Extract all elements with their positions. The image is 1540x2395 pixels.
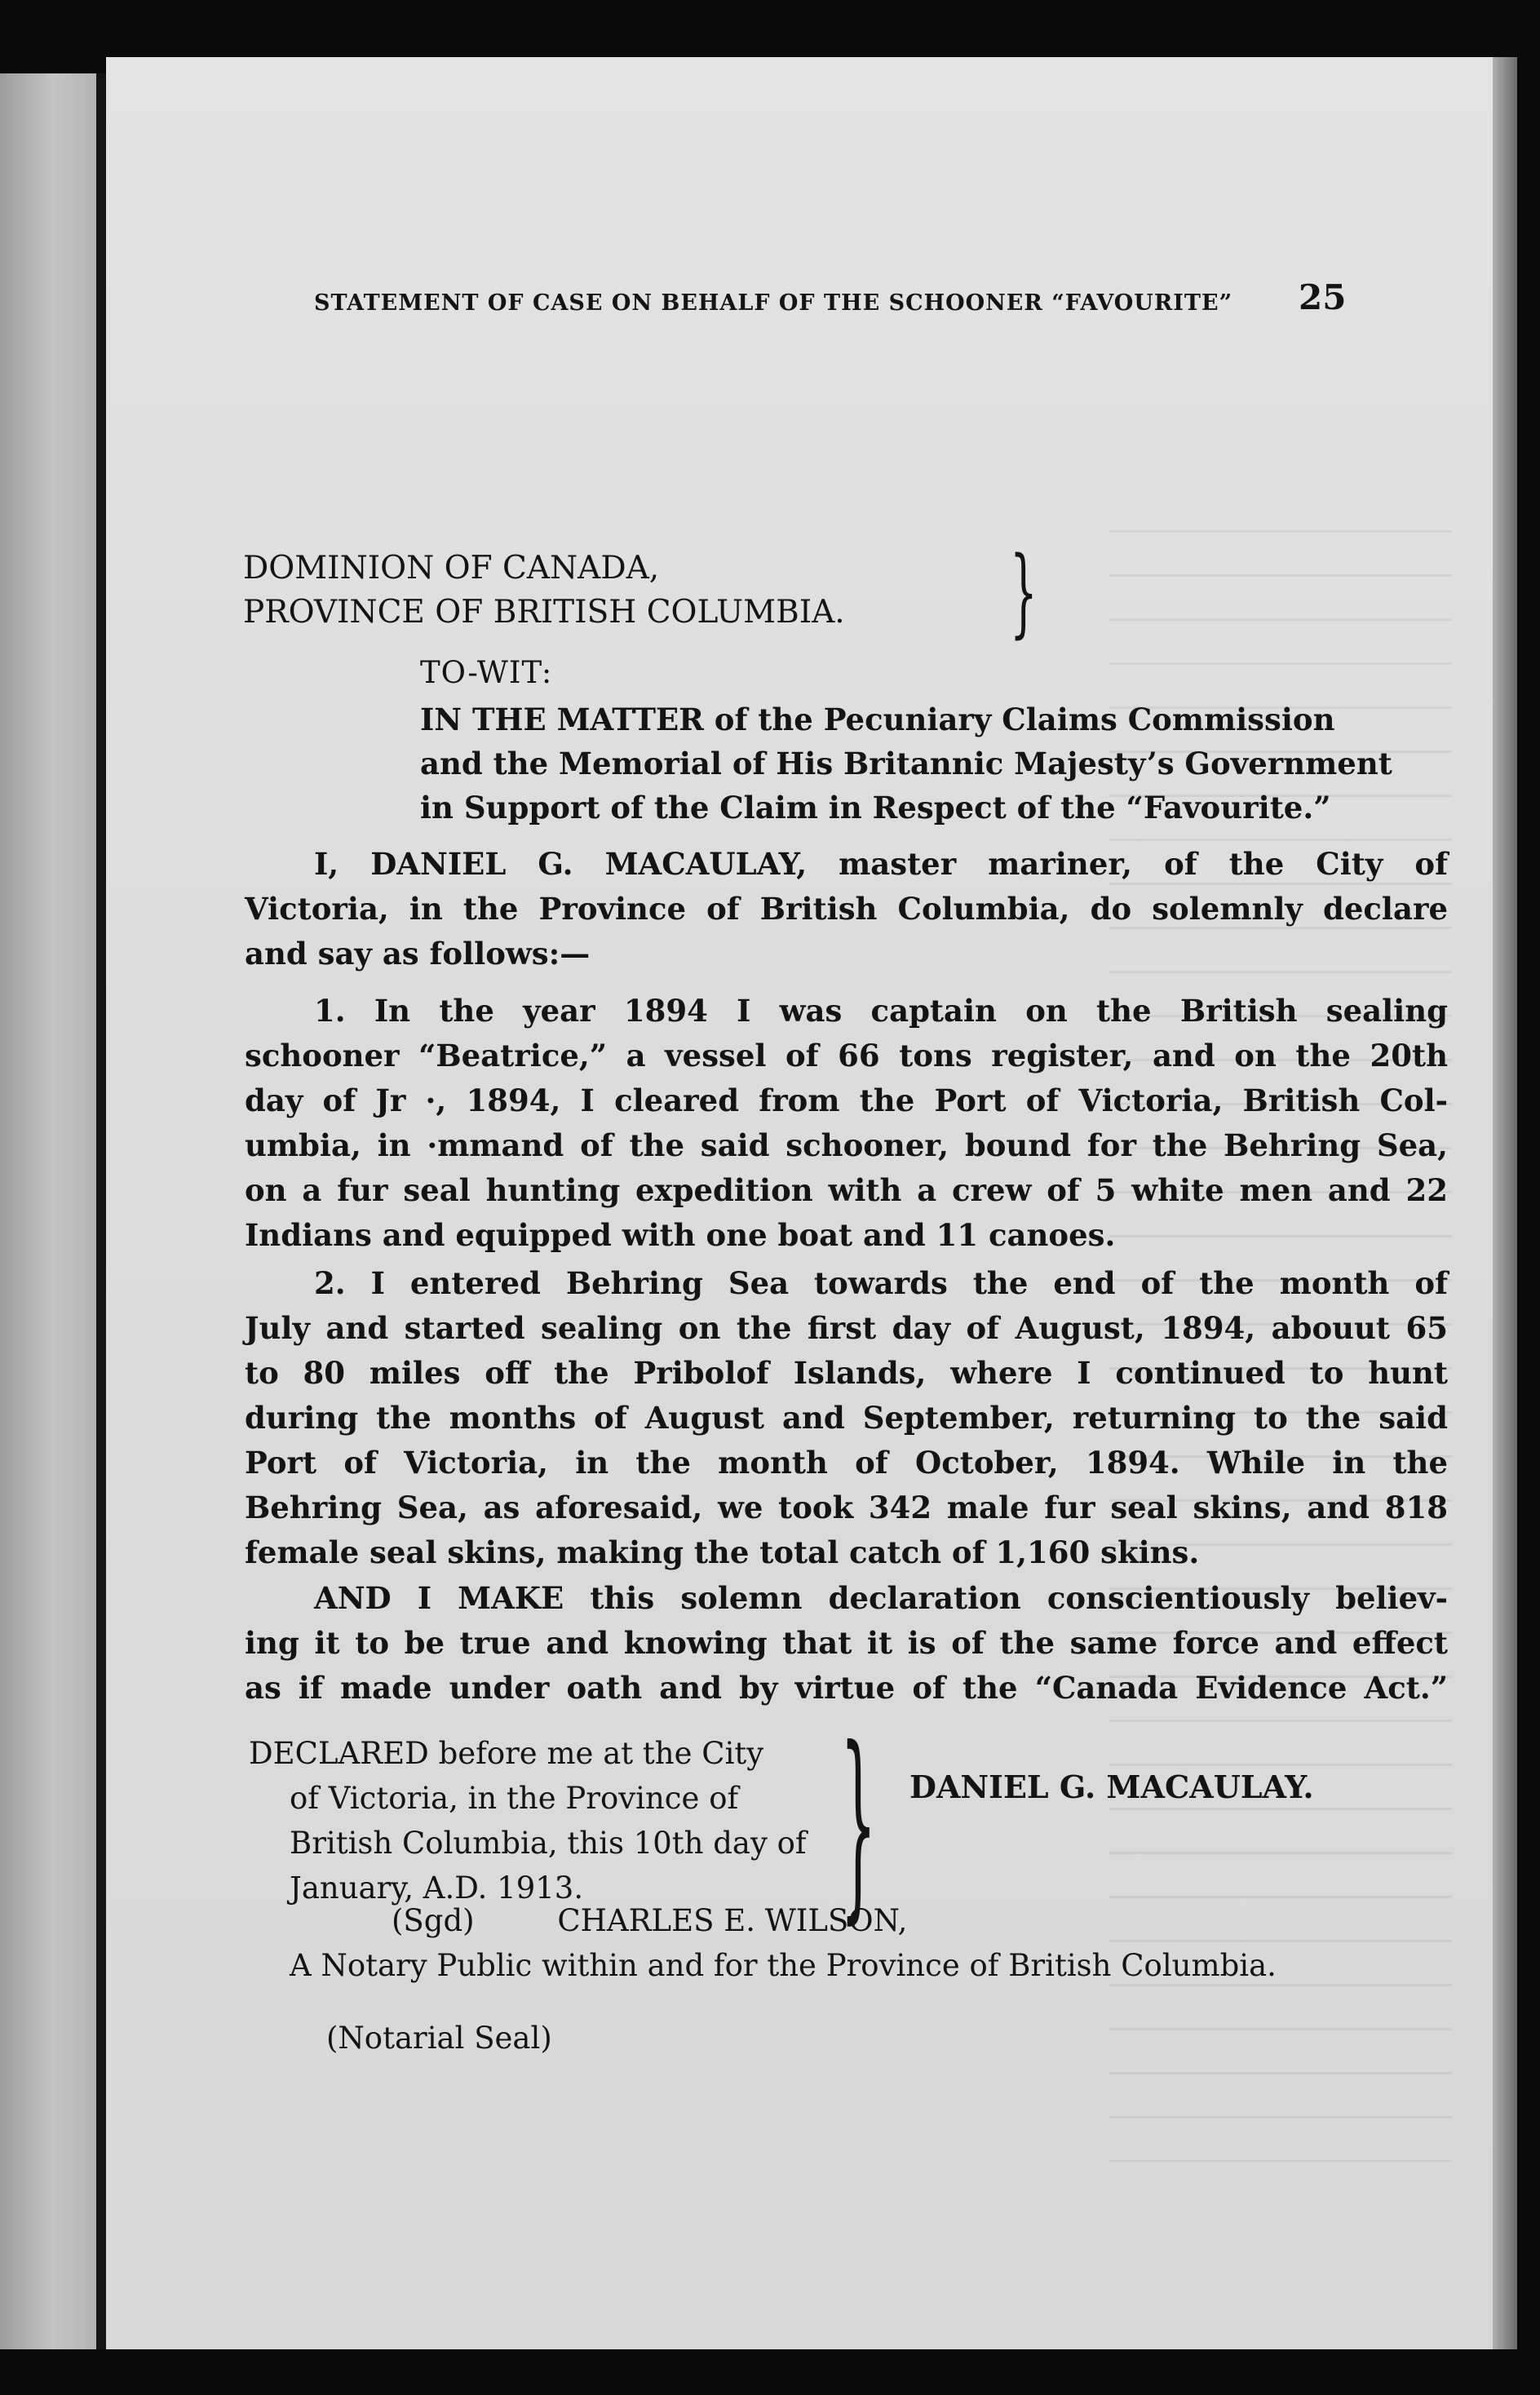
page-number: 25: [1299, 277, 1347, 317]
paragraph-line: 2. I entered Behring Sea towards the end of the month of: [314, 1265, 1448, 1301]
solemn-declaration-paragraph: [245, 1576, 1448, 1711]
venue-brace: }: [1010, 535, 1038, 648]
notary-signature: [392, 1903, 907, 1938]
paragraph-line: Indians and equipped with one boat and 11 canoes.: [245, 1217, 1116, 1253]
paragraph-line: to 80 miles off the Pribolof Islands, where I continued to hunt: [245, 1355, 1448, 1391]
paragraph-line: on a fur seal hunting expedition with a crew of 5 white men and 22: [245, 1172, 1448, 1208]
paragraph-line: July and started sealing on the first day of August, 1894, abouut 65: [245, 1310, 1448, 1346]
paragraph-line: as if made under oath and by virtue of the “Canada Evidence Act.”: [245, 1670, 1448, 1706]
paragraph-line: and say as follows:—: [245, 936, 591, 972]
facing-page-edge: [0, 73, 96, 2349]
paragraph-1: [245, 989, 1448, 1258]
page-right-edge: [1493, 57, 1517, 2349]
matter-line: in Support of the Claim in Respect of the “Favourite.”: [420, 790, 1331, 826]
venue-province: PROVINCE OF BRITISH COLUMBIA.: [243, 594, 845, 631]
declared-brace: }: [840, 1704, 877, 1941]
declared-line: British Columbia, this 10th day of: [290, 1826, 807, 1861]
paragraph-line: I, DANIEL G. MACAULAY, master mariner, of the City of: [314, 846, 1448, 882]
declared-line: DECLARED before me at the City: [249, 1736, 764, 1771]
signed-marker: (Sgd): [392, 1903, 475, 1938]
paragraph-line: Port of Victoria, in the month of October, 1894. While in the: [245, 1445, 1448, 1481]
matter-line: and the Memorial of His Britannic Majesty’s Government: [420, 746, 1392, 781]
document-page: [106, 57, 1493, 2349]
in-the-matter-block: [420, 697, 1392, 830]
paragraph-line: AND I MAKE this solemn declaration conscientiously believ-: [314, 1580, 1448, 1616]
paragraph-line: during the months of August and September, returning to the said: [245, 1400, 1448, 1436]
paragraph-line: Victoria, in the Province of British Columbia, do solemnly declare: [245, 891, 1448, 927]
matter-line: IN THE MATTER of the Pecuniary Claims Commission: [420, 702, 1335, 737]
notarial-seal-note: (Notarial Seal): [326, 2021, 552, 2056]
paragraph-line: schooner “Beatrice,” a vessel of 66 tons register, and on the 20th: [245, 1038, 1448, 1074]
to-wit: TO-WIT:: [420, 655, 553, 690]
paragraph-line: Behring Sea, as aforesaid, we took 342 male fur seal skins, and 818: [245, 1490, 1448, 1525]
paragraph-line: umbia, in ·mmand of the said schooner, bound for the Behring Sea,: [245, 1127, 1448, 1163]
paragraph-2: [245, 1261, 1448, 1575]
paragraph-line: day of Jr ·, 1894, I cleared from the Port of Victoria, British Col-: [245, 1082, 1448, 1118]
paragraph-line: ing it to be true and knowing that it is of the same force and effect: [245, 1625, 1448, 1661]
declarant-name: DANIEL G. MACAULAY.: [909, 1769, 1314, 1805]
notary-title: A Notary Public within and for the Province of British Columbia.: [290, 1948, 1277, 1983]
declared-line: January, A.D. 1913.: [290, 1870, 584, 1906]
paragraph-line: 1. In the year 1894 I was captain on the British sealing: [314, 993, 1448, 1029]
venue-block: [243, 535, 1059, 648]
declared-before-block: [249, 1731, 869, 1910]
page-gutter: [96, 73, 106, 2349]
venue-dominion: DOMINION OF CANADA,: [243, 550, 660, 587]
declared-line: of Victoria, in the Province of: [290, 1781, 739, 1816]
paragraph-line: female seal skins, making the total catch of 1,160 skins.: [245, 1534, 1200, 1570]
running-title: STATEMENT OF CASE ON BEHALF OF THE SCHOONER “FAVOURITE”: [314, 290, 1233, 316]
notary-name: CHARLES E. WILSON,: [557, 1903, 908, 1938]
running-head: [106, 276, 1493, 325]
intro-paragraph: [245, 842, 1448, 976]
